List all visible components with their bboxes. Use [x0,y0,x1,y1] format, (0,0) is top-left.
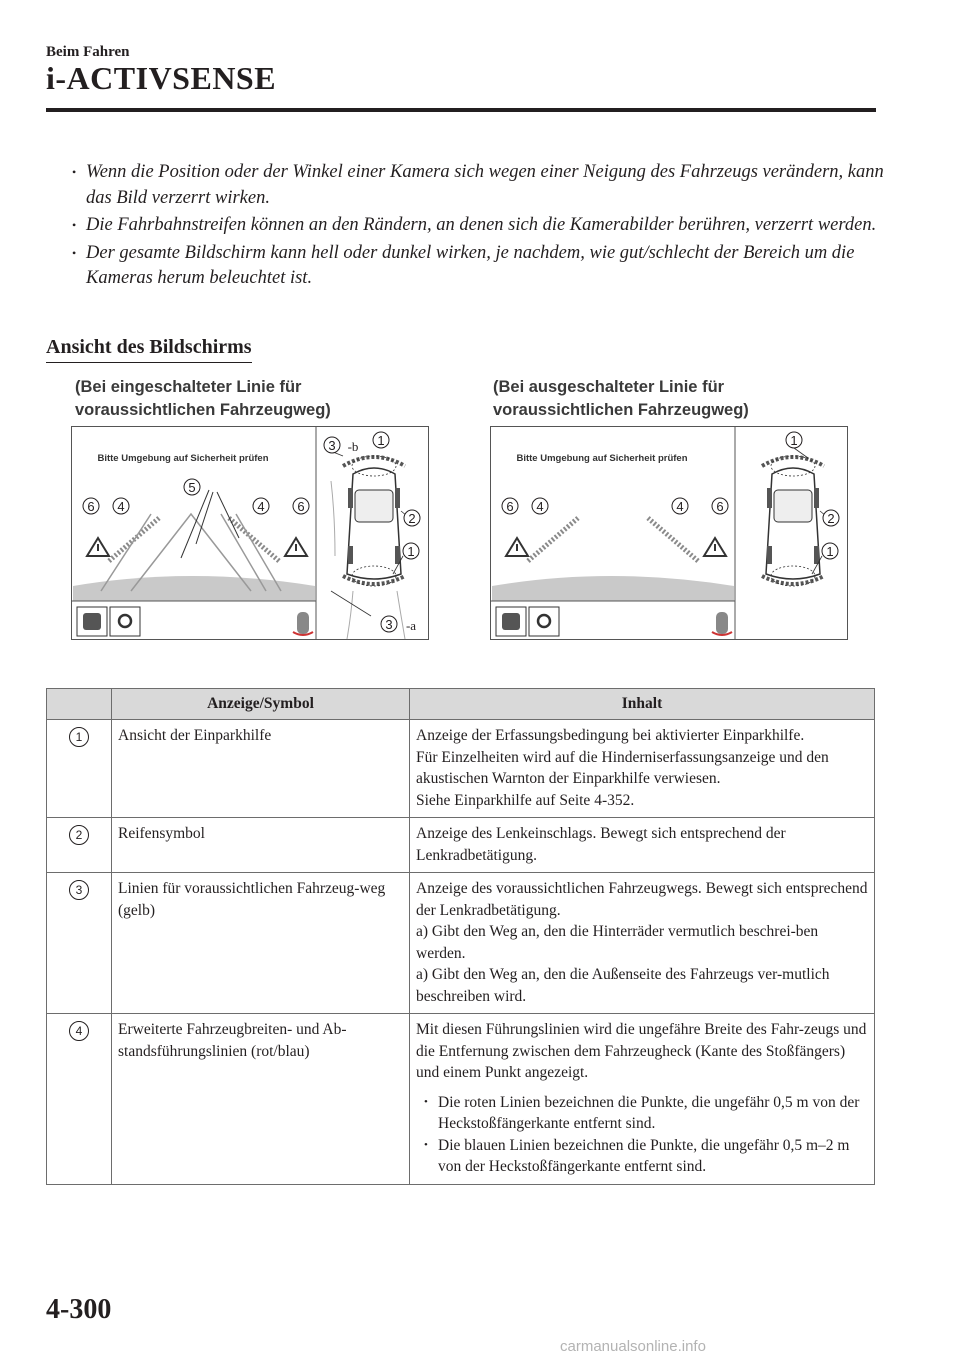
svg-text:6: 6 [87,499,95,514]
caption-line: (Bei eingeschalteter Linie für [75,378,302,396]
note-item: • Der gesamte Bildschirm kann hell oder dunkel wirken, je nachdem, wie gut/schlecht der Bereich um die Kameras herum beleuchtet ist. [72,241,892,292]
parking-sensor-icon [297,612,309,634]
caption-line: voraussichtlichen Fahrzeugweg) [493,401,749,419]
header-rule [46,108,876,112]
table-row [47,818,875,873]
svg-text:2: 2 [827,511,835,526]
list-item: • Die blauen Linien bezeichnen die Punkte, die ungefähr 0,5 m–2 m von der Heckstoßfängerkante entfernt sind. [416,1135,868,1178]
table-row [47,720,875,818]
tire-icon [395,488,400,508]
display-table [46,688,875,1185]
table-header-content: Inhalt [410,689,875,720]
right-figure-caption [493,376,749,422]
notes-list [72,160,892,294]
warning-message: Bitte Umgebung auf Sicherheit prüfen [97,453,269,464]
row-number: 2 [69,825,89,845]
svg-text:6: 6 [297,499,305,514]
svg-text:3: 3 [385,617,393,632]
table-row [47,1014,875,1185]
row-symbol: Linien für voraussichtlichen Fahrzeug-weg (gelb) [112,873,410,1014]
caption-line: voraussichtlichen Fahrzeugweg) [75,401,331,419]
svg-text:1: 1 [826,544,834,559]
section-title: i-ACTIVSENSE [46,60,277,96]
svg-text:4: 4 [117,499,125,514]
note-item: • Die Fahrbahnstreifen können an den Rändern, an denen sich die Kamerabilder berühren, verzerrt werden. [72,213,892,239]
svg-text:6: 6 [506,499,514,514]
svg-text:-b: -b [347,439,359,454]
page-number: 4-300 [46,1294,112,1325]
svg-text:4: 4 [676,499,684,514]
view-switch-icon [502,613,520,630]
table-header-row [47,689,875,720]
row-content: Anzeige des voraussichtlichen Fahrzeugwegs. Bewegt sich entsprechend der Lenkradbetätigung. a) Gibt den Weg an, den die Hinterräder vermutlich beschrei-ben werden. a) Gibt den Weg an, den die Außenseite des Fahrzeugs ver-mutlich beschreiben wird. [410,873,875,1014]
svg-text:4: 4 [257,499,265,514]
table-header-num [47,689,112,720]
note-item: • Wenn die Position oder der Winkel einer Kamera sich wegen einer Neigung des Fahrzeugs verändern, kann das Bild verzerrt wirken. [72,160,892,211]
row-content: Anzeige der Erfassungsbedingung bei aktivierter Einparkhilfe. Für Einzelheiten wird auf die Hinderniserfassungsanzeige und den akustischen Warnton der Einparkhilfe verwiesen. Siehe Einparkhilfe auf Seite 4-352. [410,720,875,818]
tire-icon [814,488,819,508]
svg-text:1: 1 [377,433,385,448]
settings-button[interactable] [110,607,140,636]
svg-text:5: 5 [188,480,196,495]
caption-line: (Bei ausgeschalteter Linie für [493,378,725,396]
row-number: 4 [69,1021,89,1041]
camera-screen-diagram-path-on [71,426,431,642]
svg-text:-a: -a [405,618,417,633]
subheading: Ansicht des Bildschirms [46,336,252,363]
row-number: 1 [69,727,89,747]
list-item: • Die roten Linien bezeichnen die Punkte, die ungefähr 0,5 m von der Heckstoßfängerkante entfernt sind. [416,1092,868,1135]
svg-text:1: 1 [790,433,798,448]
row-content: Anzeige des Lenkeinschlags. Bewegt sich entsprechend der Lenkradbetätigung. [410,818,875,873]
chapter-title: Beim Fahren [46,44,130,60]
row-number: 3 [69,880,89,900]
watermark: carmanualsonline.info [560,1338,706,1355]
camera-screen-diagram-path-off [490,426,850,642]
row-symbol: Reifensymbol [112,818,410,873]
svg-text:3: 3 [328,438,336,453]
tire-icon [767,488,772,508]
warning-message: Bitte Umgebung auf Sicherheit prüfen [516,453,688,464]
settings-button[interactable] [529,607,559,636]
svg-text:2: 2 [408,511,416,526]
parking-sensor-icon [716,612,728,634]
row-symbol: Ansicht der Einparkhilfe [112,720,410,818]
table-header-symbol: Anzeige/Symbol [112,689,410,720]
left-figure-caption [75,376,331,422]
row-content: Mit diesen Führungslinien wird die ungefähre Breite des Fahr-zeugs und die Entfernung zwischen dem Fahrzeugheck (Kante des Stoßfängers) und einem Punkt angezeigt. • Die roten Linien bezeichnen die Punkte, die ungefähr 0,5 m von der Heckstoßfängerkante entfernt sind. • Die blauen Linien bezeichnen die Punkte, die ungefähr 0,5 m–2 m von der Heckstoßfängerkante entfernt sind. [410,1014,875,1185]
svg-text:4: 4 [536,499,544,514]
tire-icon [348,488,353,508]
svg-text:1: 1 [407,544,415,559]
table-row [47,873,875,1014]
view-switch-icon [83,613,101,630]
svg-text:6: 6 [716,499,724,514]
row-symbol: Erweiterte Fahrzeugbreiten- und Ab-standsführungslinien (rot/blau) [112,1014,410,1185]
